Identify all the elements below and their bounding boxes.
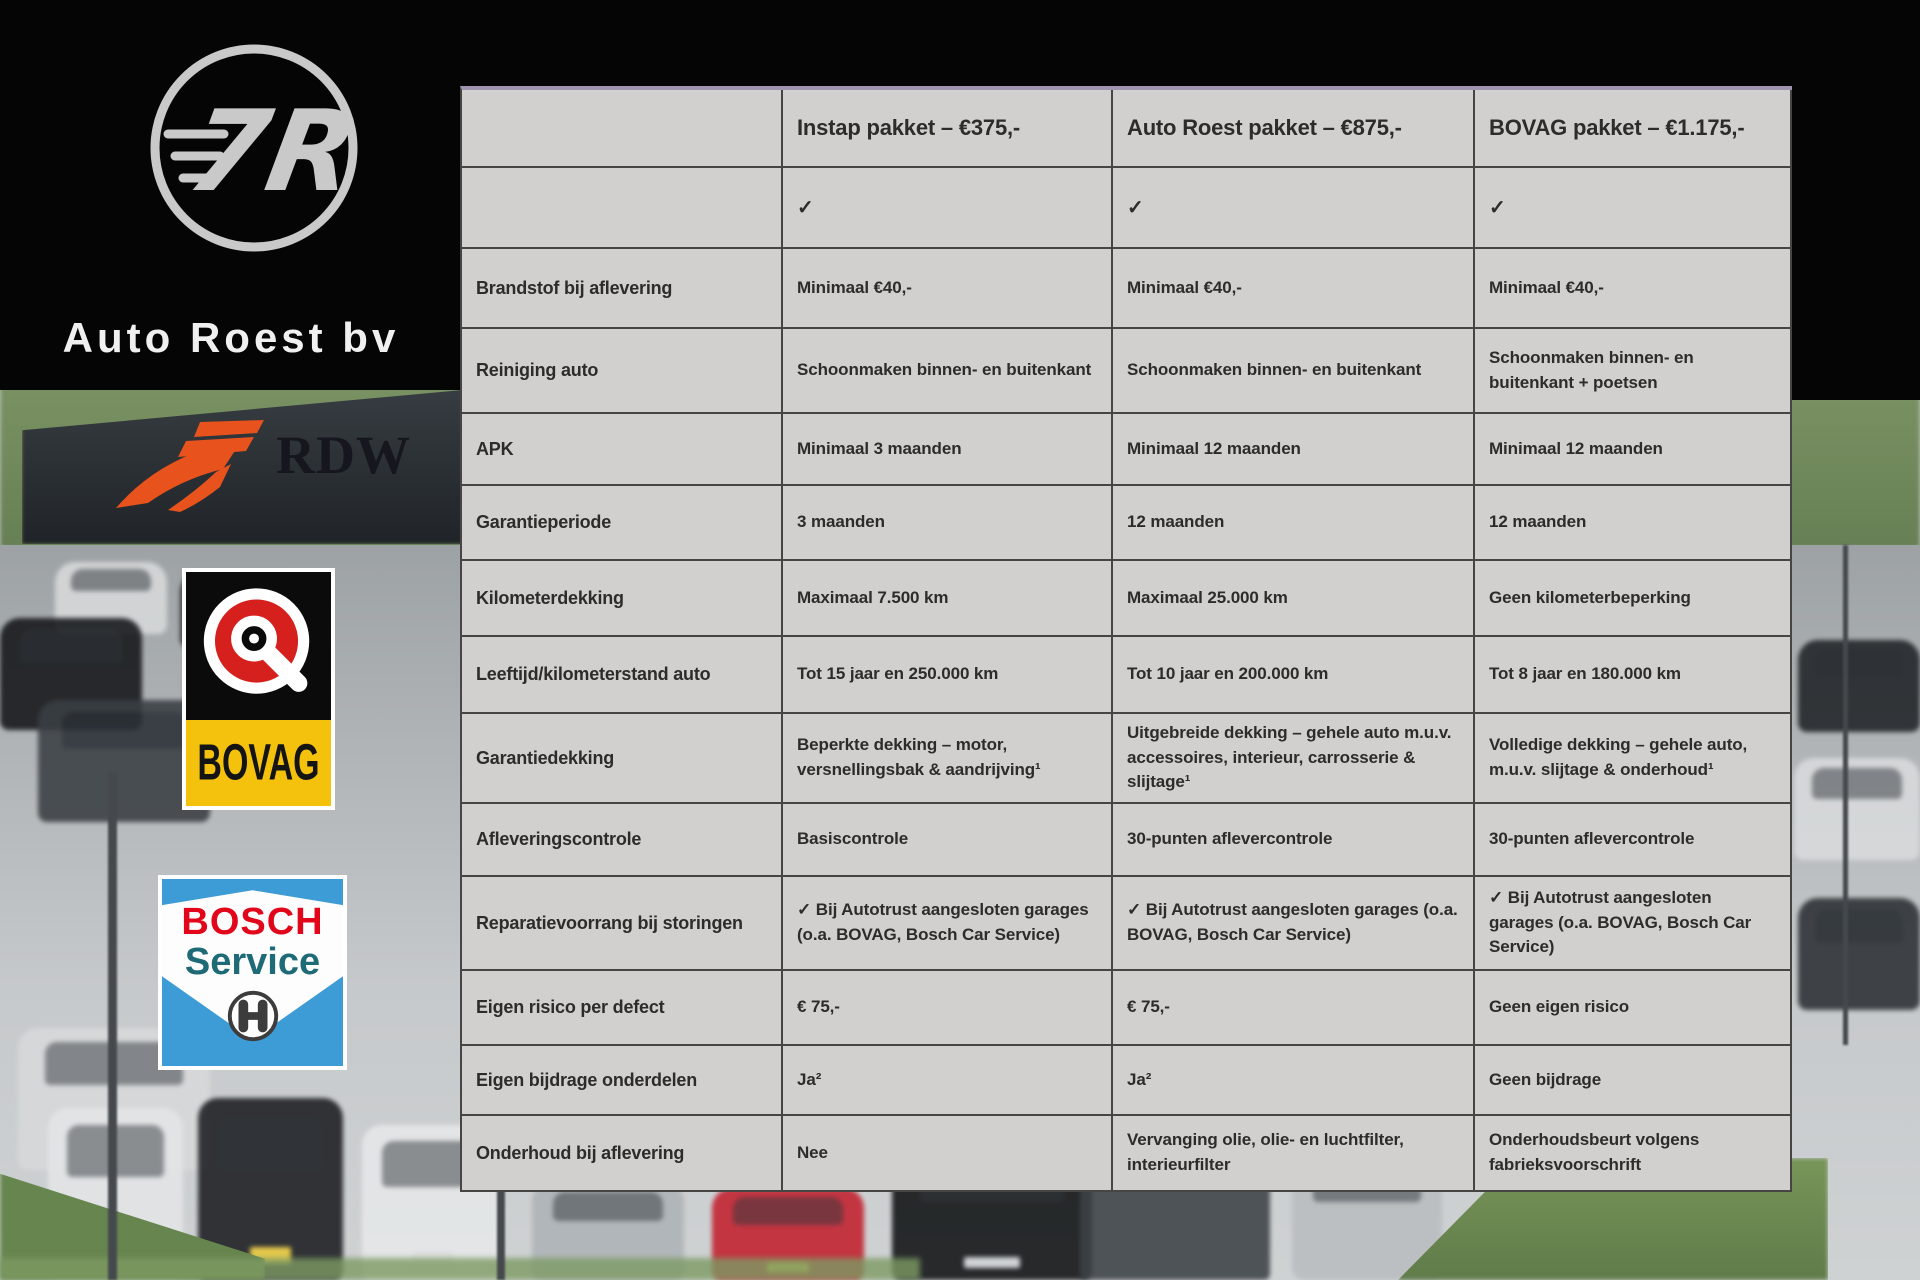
table-cell: Ja² xyxy=(783,1046,1113,1116)
table-cell: Beperkte dekking – motor, versnellingsbak & aandrijving¹ xyxy=(783,714,1113,804)
bovag-logo xyxy=(182,568,335,810)
table-cell: Uitgebreide dekking – gehele auto m.u.v. accessoires, interieur, carrosserie & slijtage¹ xyxy=(1113,714,1475,804)
table-cell: ✓ Bij Autotrust aangesloten garages (o.a. BOVAG, Bosch Car Service) xyxy=(1113,877,1475,971)
table-cell: ✓ Bij Autotrust aangesloten garages (o.a. BOVAG, Bosch Car Service) xyxy=(1475,877,1792,971)
header-black-right xyxy=(1788,0,1920,400)
bosch-armature-icon xyxy=(224,987,282,1045)
grass-strip xyxy=(0,1258,920,1280)
column-header: Auto Roest pakket – €875,- xyxy=(1113,90,1475,168)
row-label: Brandstof bij aflevering xyxy=(462,249,783,329)
table-cell: Minimaal €40,- xyxy=(783,249,1113,329)
row-label: Eigen risico per defect xyxy=(462,971,783,1046)
bovag-magnifier-icon xyxy=(197,584,321,708)
table-cell: Ja² xyxy=(1113,1046,1475,1116)
rdw-swoosh-icon xyxy=(112,420,270,512)
row-label: Onderhoud bij aflevering xyxy=(462,1116,783,1192)
table-cell: 3 maanden xyxy=(783,486,1113,561)
lamp-post xyxy=(108,772,117,1280)
table-cell: Nee xyxy=(783,1116,1113,1192)
brand-panel xyxy=(0,0,462,390)
table-cell: Basiscontrole xyxy=(783,804,1113,877)
table-cell: Minimaal 3 maanden xyxy=(783,414,1113,486)
table-cell: Tot 15 jaar en 250.000 km xyxy=(783,637,1113,714)
bosch-wordmark: BOSCH xyxy=(181,901,324,943)
table-cell: Maximaal 25.000 km xyxy=(1113,561,1475,637)
row-label xyxy=(462,168,783,249)
row-label: Leeftijd/kilometerstand auto xyxy=(462,637,783,714)
row-label: APK xyxy=(462,414,783,486)
table-cell: 12 maanden xyxy=(1113,486,1475,561)
table-cell: 12 maanden xyxy=(1475,486,1792,561)
table-cell: Minimaal 12 maanden xyxy=(1113,414,1475,486)
table-cell: Geen kilometerbeperking xyxy=(1475,561,1792,637)
car-silhouette xyxy=(1794,758,1920,860)
rdw-logo xyxy=(112,418,412,513)
brand-name: Auto Roest bv xyxy=(62,314,400,361)
table-cell: Geen bijdrage xyxy=(1475,1046,1792,1116)
rdw-wordmark: RDW xyxy=(276,425,411,485)
table-cell: 30-punten aflevercontrole xyxy=(1113,804,1475,877)
row-label: Kilometerdekking xyxy=(462,561,783,637)
table-cell: Schoonmaken binnen- en buitenkant + poetsen xyxy=(1475,329,1792,414)
column-header: BOVAG pakket – €1.175,- xyxy=(1475,90,1792,168)
table-cell: 30-punten aflevercontrole xyxy=(1475,804,1792,877)
table-cell: Tot 10 jaar en 200.000 km xyxy=(1113,637,1475,714)
table-cell: Minimaal 12 maanden xyxy=(1475,414,1792,486)
row-label: Garantiedekking xyxy=(462,714,783,804)
check-icon: ✓ xyxy=(783,168,1113,249)
bovag-emblem xyxy=(186,572,331,720)
lamp-post xyxy=(1843,545,1848,1045)
package-comparison-table xyxy=(460,86,1792,1192)
table-cell: Tot 8 jaar en 180.000 km xyxy=(1475,637,1792,714)
auto-roest-logo xyxy=(128,30,380,270)
brand-monogram: 7R xyxy=(179,85,367,217)
row-label: Eigen bijdrage onderdelen xyxy=(462,1046,783,1116)
table-cell: ✓ Bij Autotrust aangesloten garages (o.a. BOVAG, Bosch Car Service) xyxy=(783,877,1113,971)
table-cell: Maximaal 7.500 km xyxy=(783,561,1113,637)
table-cell: Volledige dekking – gehele auto, m.u.v. slijtage & onderhoud¹ xyxy=(1475,714,1792,804)
column-header: Instap pakket – €375,- xyxy=(783,90,1113,168)
check-icon: ✓ xyxy=(1113,168,1475,249)
bovag-label-band xyxy=(186,720,331,806)
table-cell: Onderhoudsbeurt volgens fabrieksvoorschrift xyxy=(1475,1116,1792,1192)
bosch-service-logo xyxy=(158,875,347,1070)
table-cell: € 75,- xyxy=(783,971,1113,1046)
car-silhouette xyxy=(1798,898,1920,1010)
row-label: Reiniging auto xyxy=(462,329,783,414)
table-cell: Schoonmaken binnen- en buitenkant xyxy=(783,329,1113,414)
check-icon: ✓ xyxy=(1475,168,1792,249)
table-cell: € 75,- xyxy=(1113,971,1475,1046)
row-label: Garantieperiode xyxy=(462,486,783,561)
table-cell: Minimaal €40,- xyxy=(1475,249,1792,329)
table-cell: Vervanging olie, olie- en luchtfilter, interieurfilter xyxy=(1113,1116,1475,1192)
bosch-blue-square xyxy=(162,879,343,1066)
row-label: Afleveringscontrole xyxy=(462,804,783,877)
table-cell: Schoonmaken binnen- en buitenkant xyxy=(1113,329,1475,414)
bosch-service-wordmark: Service xyxy=(184,941,321,983)
car-silhouette xyxy=(1798,640,1920,732)
row-label: Reparatievoorrang bij storingen xyxy=(462,877,783,971)
bovag-wordmark: BOVAG xyxy=(197,733,320,791)
table-corner-cell xyxy=(462,90,783,168)
lamp-post xyxy=(497,1190,505,1280)
table-cell: Geen eigen risico xyxy=(1475,971,1792,1046)
table-cell: Minimaal €40,- xyxy=(1113,249,1475,329)
